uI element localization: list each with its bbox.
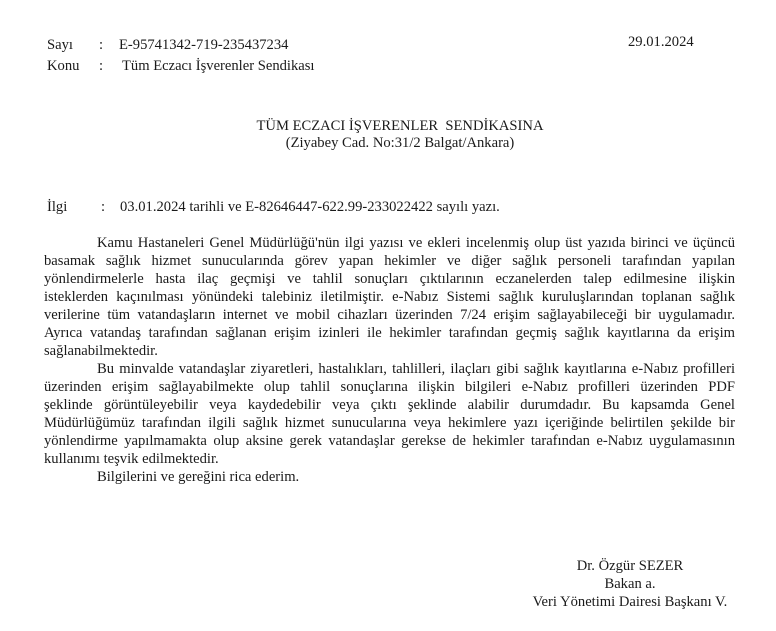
paragraph-line: üzerinden erişim sağlayabilmekte olup tahlil sonuçlarına ilişkin bilgileri e-Nabız profilleri üzerinden PDF xyxy=(44,379,735,395)
paragraph-line: Ayrıca vatandaş tarafından sağlanan erişim izinleri ile hekimler tarafından geçmiş sağlık kayıtlarına da erişim xyxy=(44,325,735,341)
paragraph-line: yönlendirmelerle hasta ilaç geçmişi ve tahlil sonuçları çıktılarının eczanelerden talep edilmesine ilişkin xyxy=(44,271,735,287)
paragraph-line: basamak sağlık hizmet sunucularında görev yapan hekimler ve diğer sağlık personeli tarafından yapılan xyxy=(44,253,735,269)
konu-colon: : xyxy=(99,58,104,74)
sayi-value: E-95741342-719-235437234 xyxy=(119,37,289,53)
sayi-colon: : xyxy=(99,37,104,53)
paragraph-line: Müdürlüğümüz tarafından ilgili sağlık hizmet sunucularına veya hekimlere yazı içeriğinde belirtilen şekilde bir xyxy=(44,415,735,431)
sayi-label: Sayı xyxy=(47,37,73,53)
konu-value: Tüm Eczacı İşverenler Sendikası xyxy=(122,58,315,74)
recipient-address: (Ziyabey Cad. No:31/2 Balgat/Ankara) xyxy=(285,135,515,151)
paragraph-line: kullanımı teşvik edilmektedir. xyxy=(44,451,219,467)
paragraph-line: Bu minvalde vatandaşlar ziyaretleri, hastalıkları, tahlilleri, ilaçları gibi sağlık kayıtlarına e-Nabız profilleri xyxy=(97,361,735,377)
paragraph-line: şeklinde görüntüleyebilir veya kaydedebilir veya çıktı şeklinde alabilir durumdadır. Bu kapsamda Genel xyxy=(44,397,735,413)
paragraph-line: Kamu Hastaneleri Genel Müdürlüğü'nün ilgi yazısı ve ekleri incelenmiş olup üst yazıda birinci ve üçüncü xyxy=(97,235,735,251)
paragraph-line: yönlendirme yapılmamakta olup aksine gerek vatandaşlar gerekse de hekimler tarafından e-Nabız uygulamasının xyxy=(44,433,735,449)
paragraph-line: isteklerden kaçınılması yönündeki talebiniz iletilmiştir. e-Nabız Sistemi sağlık kuruluşlarından toplanan sağlık xyxy=(44,289,735,305)
paragraph-line: verilerine tüm vatandaşların internet ve mobil cihazları üzerinden 7/24 erişim sağlayabileceği bir uygulamadır. xyxy=(44,307,735,323)
paragraph-line: sağlanabilmektedir. xyxy=(44,343,158,359)
signatory-title-2: Veri Yönetimi Dairesi Başkanı V. xyxy=(532,594,728,610)
ilgi-colon: : xyxy=(101,199,106,215)
ilgi-value: 03.01.2024 tarihli ve E-82646447-622.99-233022422 sayılı yazı. xyxy=(120,199,500,215)
document-date: 29.01.2024 xyxy=(628,34,694,50)
signatory-title-1: Bakan a. xyxy=(604,576,656,592)
signatory-name: Dr. Özgür SEZER xyxy=(576,558,684,574)
ilgi-label: İlgi xyxy=(47,199,68,215)
recipient-name: TÜM ECZACI İŞVERENLER SENDİKASINA xyxy=(256,118,544,134)
konu-label: Konu xyxy=(47,58,80,74)
closing-line: Bilgilerini ve gereğini rica ederim. xyxy=(97,469,300,485)
